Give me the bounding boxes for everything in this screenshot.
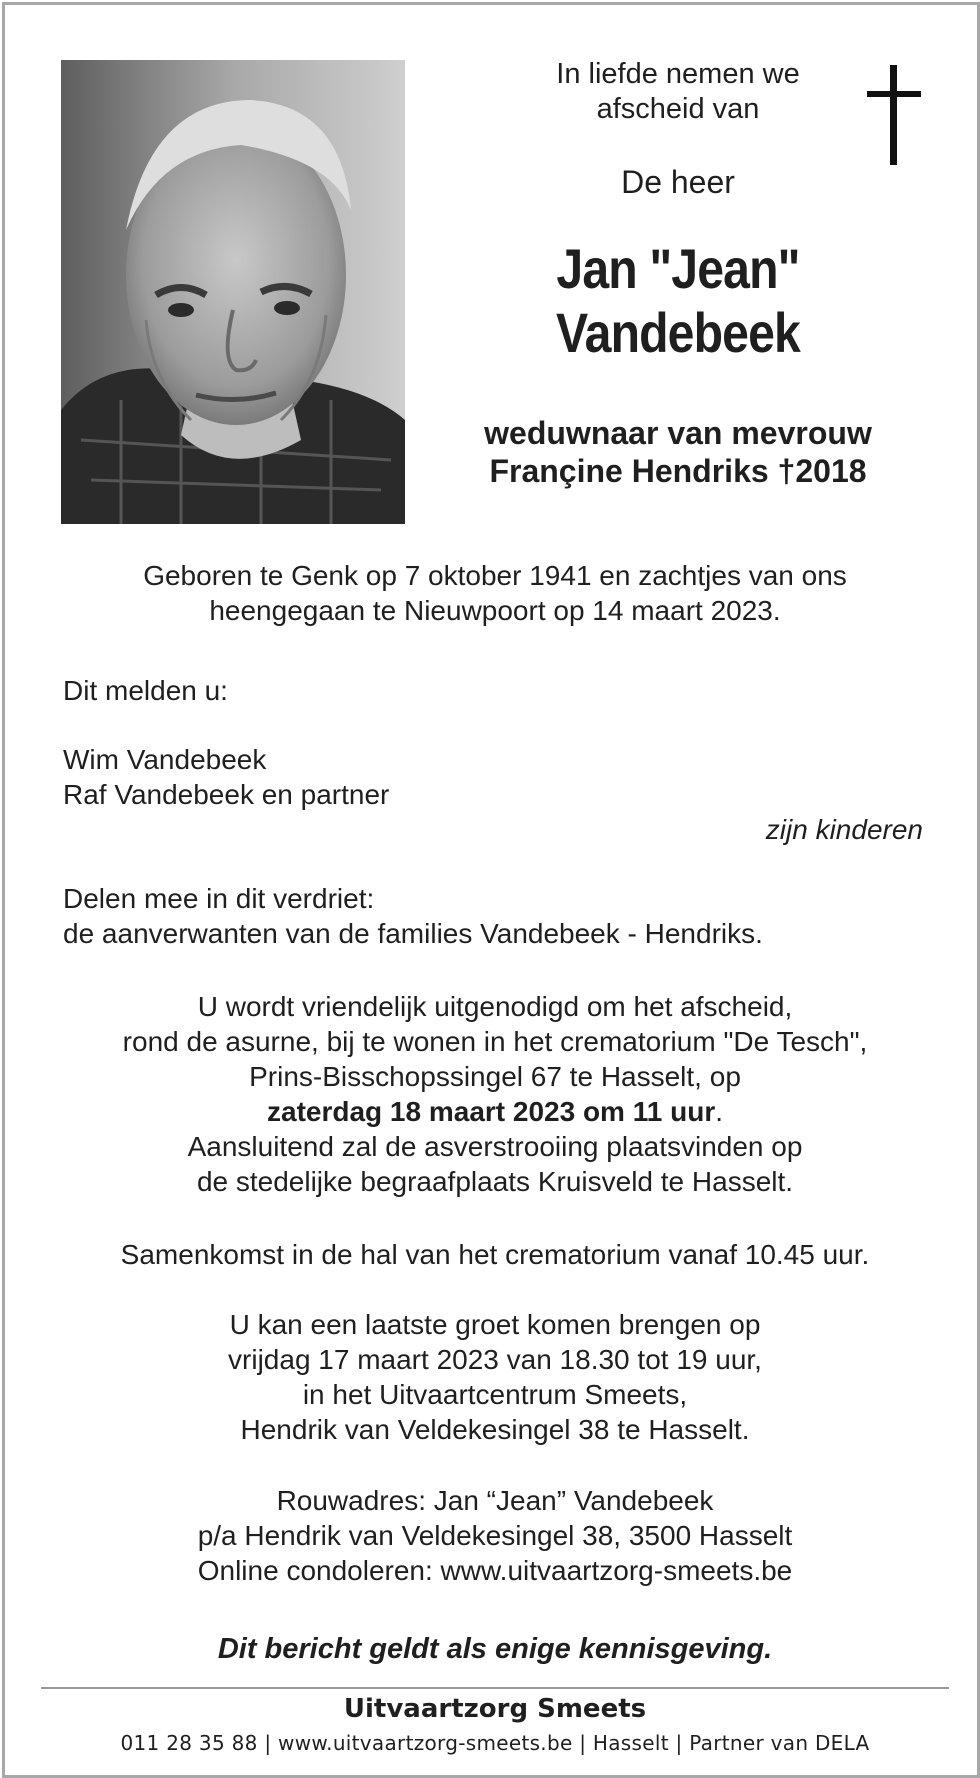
- ceremony-line: Prins-Bisschopssingel 67 te Hasselt, op: [249, 1061, 741, 1092]
- footer-divider: [41, 1687, 949, 1689]
- ceremony-date-suffix: .: [715, 1096, 723, 1127]
- name-line: Vandebeek: [556, 301, 800, 364]
- notice-text: Dit bericht geldt als enige kennisgeving.: [217, 1633, 773, 1665]
- child-name: Raf Vandebeek en partner: [63, 779, 390, 810]
- spouse-line: Françine Hendriks †2018: [489, 453, 867, 489]
- deceased-name: [459, 237, 898, 365]
- ceremony-date-bold: zaterdag 18 maart 2023 om 11 uur: [267, 1096, 716, 1127]
- funeral-firm-contact: 011 28 35 88 | www.uitvaartzorg-smeets.be | Hasselt | Partner van DELA: [120, 1731, 870, 1755]
- children-list: [63, 742, 923, 812]
- ceremony-info: [45, 989, 945, 1199]
- ceremony-line: U wordt vriendelijk uitgenodigd om het afscheid,: [197, 991, 793, 1022]
- address-line: Online condoleren: www.uitvaartzorg-smeets.be: [197, 1555, 793, 1586]
- ceremony-line: Aansluitend zal de asverstrooiing plaatsvinden op: [187, 1131, 803, 1162]
- spouse-info: [423, 414, 933, 490]
- birth-death-info: [45, 558, 945, 628]
- mourning-address: [45, 1483, 945, 1588]
- visit-info: [45, 1307, 945, 1447]
- visit-line: in het Uitvaartcentrum Smeets,: [302, 1379, 688, 1410]
- gathering-info: Samenkomst in de hal van het crematorium vanaf 10.45 uur.: [120, 1239, 870, 1270]
- born-line: heengegaan te Nieuwpoort op 14 maart 2023.: [209, 595, 781, 626]
- spouse-line: weduwnaar van mevrouw: [484, 415, 872, 451]
- sharing-line: Delen mee in dit verdriet:: [63, 883, 375, 914]
- honorific: De heer: [621, 164, 735, 200]
- intro-line: In liefde nemen we: [556, 58, 800, 90]
- born-line: Geboren te Genk op 7 oktober 1941 en zachtjes van ons: [143, 560, 847, 591]
- intro-line: afscheid van: [596, 93, 760, 125]
- ceremony-line: de stedelijke begraafplaats Kruisveld te Hasselt.: [196, 1166, 794, 1197]
- ceremony-date: [45, 1094, 945, 1129]
- visit-line: U kan een laatste groet komen brengen op: [229, 1309, 761, 1340]
- address-line: p/a Hendrik van Veldekesingel 38, 3500 Hasselt: [197, 1520, 793, 1551]
- portrait-photo: [61, 60, 405, 524]
- intro-text: [423, 57, 933, 127]
- child-name: Wim Vandebeek: [63, 744, 267, 775]
- name-line: Jan "Jean": [556, 237, 800, 300]
- obituary-card: [2, 2, 980, 1778]
- ceremony-line: rond de asurne, bij te wonen in het crematorium "De Tesch",: [122, 1026, 868, 1057]
- funeral-firm-name: Uitvaartzorg Smeets: [343, 1694, 647, 1724]
- sharing-grief: [63, 881, 923, 951]
- visit-line: Hendrik van Veldekesingel 38 te Hasselt.: [240, 1414, 750, 1445]
- address-line: Rouwadres: Jan “Jean” Vandebeek: [276, 1485, 714, 1516]
- children-relation: zijn kinderen: [765, 814, 923, 845]
- visit-line: vrijdag 17 maart 2023 van 18.30 tot 19 uur,: [228, 1344, 762, 1375]
- announcers-label: Dit melden u:: [63, 675, 228, 706]
- sharing-line: de aanverwanten van de families Vandebeek - Hendriks.: [63, 918, 763, 949]
